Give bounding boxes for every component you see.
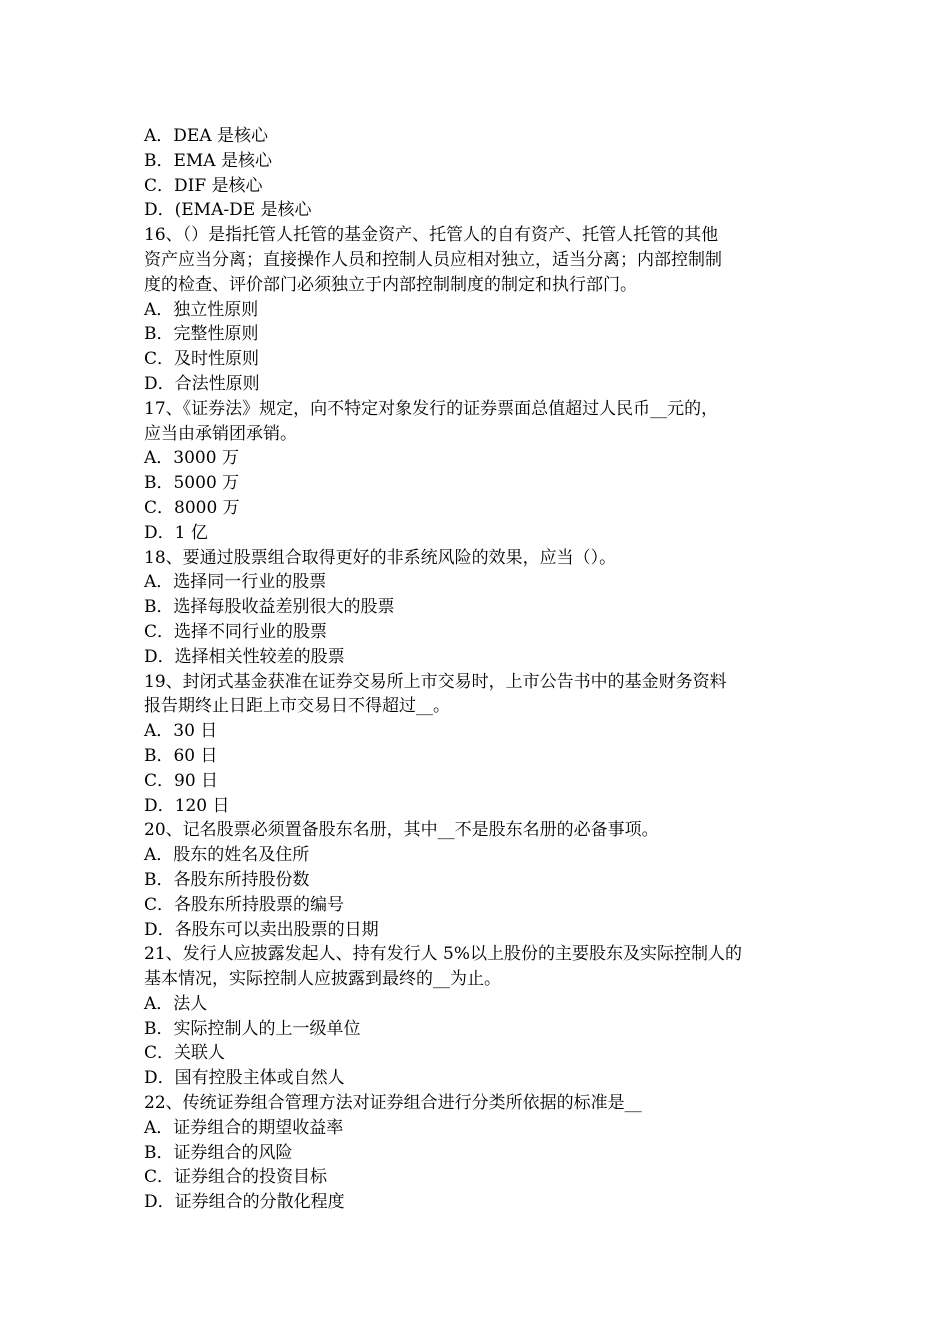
text-line: A．独立性原则 bbox=[144, 299, 259, 320]
text-line: D．1 亿 bbox=[144, 522, 208, 543]
text-line: C．选择不同行业的股票 bbox=[144, 621, 328, 642]
text-line: B．证券组合的风险 bbox=[144, 1142, 293, 1163]
text-line: B．EMA 是核心 bbox=[144, 150, 272, 171]
text-line: C．DIF 是核心 bbox=[144, 175, 263, 196]
text-line: C．90 日 bbox=[144, 770, 219, 791]
text-line: A．3000 万 bbox=[144, 448, 239, 469]
text-line: 资产应当分离；直接操作人员和控制人员应相对独立，适当分离；内部控制制 bbox=[144, 249, 722, 270]
text-line: B．选择每股收益差别很大的股票 bbox=[144, 597, 395, 618]
text-line: A．30 日 bbox=[144, 721, 218, 742]
document-page bbox=[144, 124, 814, 1215]
text-line: B．60 日 bbox=[144, 745, 218, 766]
text-line: C．8000 万 bbox=[144, 497, 240, 518]
text-line: 度的检查、评价部门必须独立于内部控制制度的制定和执行部门。 bbox=[144, 274, 637, 295]
text-line: B．完整性原则 bbox=[144, 324, 259, 345]
text-line: B．5000 万 bbox=[144, 473, 240, 494]
text-line: D．证券组合的分散化程度 bbox=[144, 1192, 345, 1213]
text-line: 19、封闭式基金获准在证券交易所上市交易时，上市公告书中的基金财务资料 bbox=[144, 671, 727, 692]
text-line: D．合法性原则 bbox=[144, 373, 260, 394]
text-line: A．股东的姓名及住所 bbox=[144, 845, 310, 866]
text-line: C．及时性原则 bbox=[144, 349, 260, 370]
text-line: C．证券组合的投资目标 bbox=[144, 1167, 328, 1188]
text-line: 22、传统证券组合管理方法对证券组合进行分类所依据的标准是__ bbox=[144, 1093, 642, 1114]
text-line: A．选择同一行业的股票 bbox=[144, 572, 327, 593]
text-line: D．国有控股主体或自然人 bbox=[144, 1068, 345, 1089]
text-line: 21、发行人应披露发起人、持有发行人 5%以上股份的主要股东及实际控制人的 bbox=[144, 944, 743, 965]
text-line: D．各股东可以卖出股票的日期 bbox=[144, 919, 379, 940]
text-line: 报告期终止日距上市交易日不得超过__。 bbox=[144, 696, 450, 717]
text-line: B．各股东所持股份数 bbox=[144, 869, 310, 890]
text-line: A．证券组合的期望收益率 bbox=[144, 1117, 344, 1138]
text-line: D．选择相关性较差的股票 bbox=[144, 646, 345, 667]
text-line: 17、《证券法》规定，向不特定对象发行的证券票面总值超过人民币__元的， bbox=[144, 398, 719, 419]
text-line: 16、（）是指托管人托管的基金资产、托管人的自有资产、托管人托管的其他 bbox=[144, 225, 719, 246]
text-line: B．实际控制人的上一级单位 bbox=[144, 1018, 361, 1039]
text-line: D．120 日 bbox=[144, 795, 230, 816]
text-line: A．DEA 是核心 bbox=[144, 126, 268, 146]
text-line: 基本情况，实际控制人应披露到最终的__为止。 bbox=[144, 969, 501, 990]
text-line: A．法人 bbox=[144, 993, 208, 1014]
text-line: 20、记名股票必须置备股东名册，其中__不是股东名册的必备事项。 bbox=[144, 820, 659, 841]
text-line: C．关联人 bbox=[144, 1043, 226, 1064]
text-line: 18、要通过股票组合取得更好的非系统风险的效果，应当（）。 bbox=[144, 547, 617, 568]
text-line: D．(EMA-DE 是核心 bbox=[144, 200, 312, 221]
text-line: C．各股东所持股票的编号 bbox=[144, 894, 345, 915]
text-line: 应当由承销团承销。 bbox=[144, 423, 297, 444]
